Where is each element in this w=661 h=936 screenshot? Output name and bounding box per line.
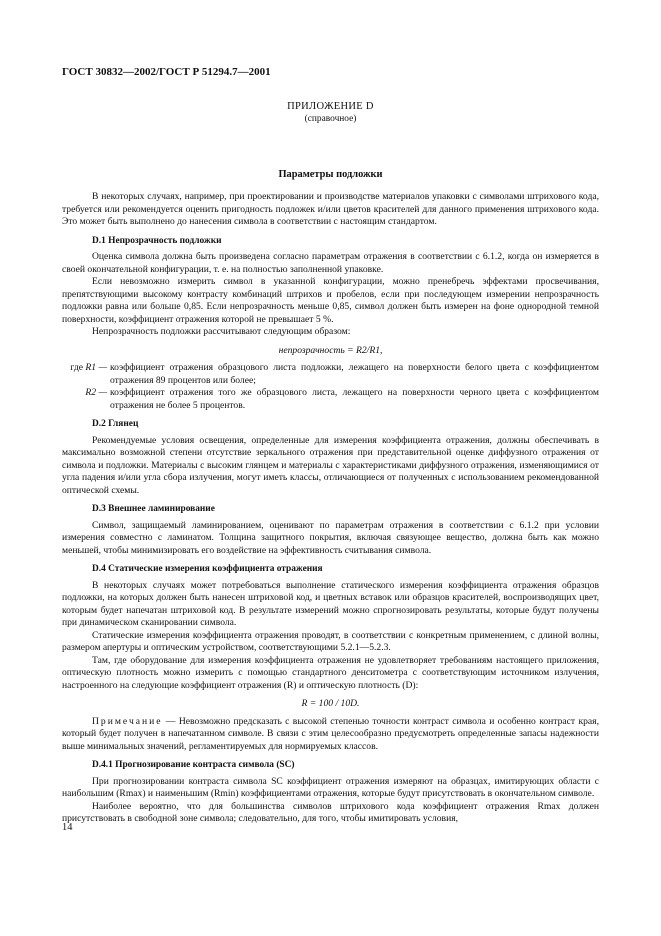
d1-paragraph-2: Если невозможно измерить символ в указанной конфигурации, можно пренебречь эффектами просвечивания, препятствующими высокому контрасту комбинаций штрихов и пробелов, если при последующем измерении непрозрачность подложки равна или больше 0,85. Если непрозрачность меньше 0,85, символ должен быть измерен на фоне однородной темной поверхности, коэффициент отражения которой не превышает 5 %. (62, 276, 599, 325)
d4-paragraph-2: Статические измерения коэффициента отражения проводят, в соответствии с конкретным применением, с длиной волны, размером апертуры и оптическим устройством, соответствующими 5.2.1—5.2.3. (62, 629, 599, 653)
d4-paragraph-1: В некоторых случаях может потребоваться выполнение статического измерения коэффициента отражения образцов подложки, на которых должен быть нанесен штриховой код, и цветных вставок или образцов красителей, воспроизводящих цвет, которым будет напечатан штриховой код. В результате измерений можно спрогнозировать результаты, которые будут получены при динамическом сканировании символа. (62, 579, 599, 628)
note: Примечание — Невозможно предсказать с высокой степенью точности контраст символа и особенно контраст края, который будет получен в напечатанном символе. В связи с этим целесообразно предусмотреть определенные запасы надежности выше минимальных значений, регламентируемых для нормируемых классов. (62, 715, 599, 752)
d2-heading: D.2 Глянец (92, 419, 139, 429)
d4-paragraph-3: Там, где оборудование для измерения коэффициента отражения не удовлетворяет требованиям настоящего приложения, оптическую плотность можно измерить с помощью стандартного денситометра с соответствующим источником излучения, настроенного на следующие коэффициент отражения (R) и оптическую плотность (D): (62, 654, 599, 691)
d41-heading: D.4.1 Прогнозирование контраста символа (SC) (92, 760, 295, 770)
d1-paragraph-1: Оценка символа должна быть произведена согласно параметрам отражения в соответствии с 6.1.2, когда он измеряется в своей окончательной конфигурации, т. е. на полностью заполненной упаковке. (62, 251, 599, 275)
density-formula: R = 100 / 10D. (301, 698, 360, 709)
annex-subtitle: (справочное) (304, 114, 357, 124)
annex-title: ПРИЛОЖЕНИЕ D (287, 100, 374, 112)
d4-heading: D.4 Статические измерения коэффициента отражения (92, 564, 323, 574)
d41-paragraph-1: При прогнозировании контраста символа SC коэффициент отражения измеряют на образцах, имитирующих области с наибольшим (Rmax) и наименьшим (Rmin) коэффициентами отражения, которые будут присутствовать в окончательном символе. (62, 775, 599, 799)
opacity-formula: непрозрачность = R2/R1, (278, 344, 383, 356)
d1-paragraph-3: Непрозрачность подложки рассчитывают следующим образом: (92, 326, 351, 337)
section-title: Параметры подложки (278, 168, 383, 180)
d3-paragraph-1: Символ, защищаемый ламинированием, оценивают по параметрам отражения в соответствии с 6.1.2 при условии измерения совместно с ламинатом. Толщина защитного покрытия, включая связующее вещество, должна быть как можно меньшей, чтобы минимизировать его воздействие на эффективность считывания символа. (62, 519, 599, 556)
d3-heading: D.3 Внешнее ламинирование (92, 504, 215, 514)
document-page (62, 66, 599, 826)
d41-paragraph-2: Наиболее вероятно, что для большинства символов штрихового кода коэффициент отражения Rmax должен присутствовать в свободной зоне символа; следовательно, для того, чтобы имитировать условия, (62, 800, 599, 824)
page-number: 14 (62, 822, 73, 833)
definition-r1: где R1 — коэффициент отражения образцового листа подложки, лежащего на поверхности белого цвета с коэффициентом отражения 89 процентов или более; (70, 362, 599, 386)
intro-paragraph: В некоторых случаях, например, при проектировании и производстве материалов упаковки с символами штрихового кода, требуется или рекомендуется оценить пригодность подложек и/или цветов красителей для данного применения штрихового кода. Это может быть выполнено до нанесения символа в соответствии с настоящим стандартом. (62, 191, 599, 227)
d2-paragraph-1: Рекомендуемые условия освещения, определенные для измерения коэффициента отражения, должны обеспечивать в максимально возможной степени отсутствие зеркального отражения при представительной оценке диффузного отражения от символа и подложки. Материалы с высоким глянцем и материалы с характеристиками диффузного отражения, изменяющимися от угла падения и/или угла сбора излучения, могут иметь классы, отличающиеся от полученных с использованием рекомендованной оптической схемы. (62, 434, 599, 496)
definition-r2: R2 — коэффициент отражения того же образцового листа, лежащего на поверхности черного цвета с коэффициентом отражения не более 5 процентов. (85, 387, 599, 411)
document-header: ГОСТ 30832—2002/ГОСТ Р 51294.7—2001 (62, 66, 271, 78)
d1-heading: D.1 Непрозрачность подложки (92, 235, 222, 246)
